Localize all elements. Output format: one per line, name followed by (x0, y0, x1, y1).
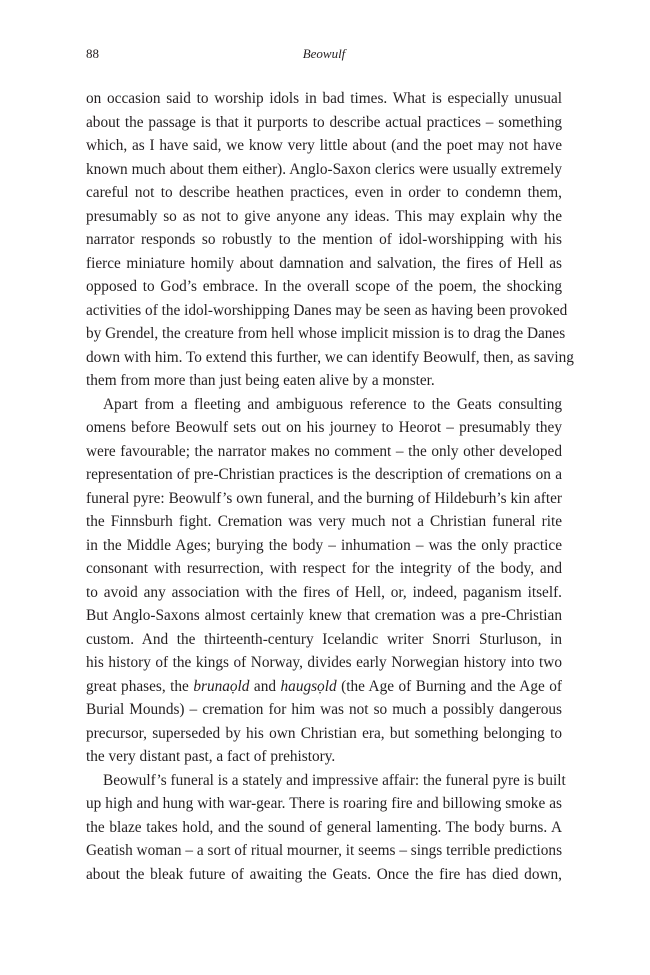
text-line: by Grendel, the creature from hell whose implicit mission is to drag the Danes (86, 325, 566, 342)
text-line: about the passage is that it purports to describe actual practices – something (86, 113, 562, 131)
text-line: about the bleak future of awaiting the Geats. Once the fire has died down, (86, 865, 562, 883)
text-line: Geatish woman – a sort of ritual mourner, it seems – sings terrible predictions (86, 842, 563, 859)
text-line: custom. And the thirteenth-century Icelandic writer Snorri Sturluson, in (86, 630, 562, 648)
italic-term-brunaold: brunaọld (193, 677, 250, 695)
text-line: consonant with resurrection, with respect for the integrity of the body, and (86, 560, 562, 577)
body-text (86, 87, 574, 886)
text-line: funeral pyre: Beowulf’s own funeral, and the burning of Hildeburh’s kin after (86, 489, 562, 507)
text-line: careful not to describe heathen practices, even in order to condemn them, (86, 184, 562, 201)
text-line: presumably so as not to give anyone any ideas. This may explain why the (86, 207, 562, 225)
text-line: But Anglo-Saxons almost certainly knew that cremation was a pre-Christian (86, 607, 562, 624)
text-line: the very distant past, a fact of prehistory. (86, 748, 336, 765)
text-line: in the Middle Ages; burying the body – inhumation – was the only practice (86, 536, 562, 554)
text-line: to avoid any association with the fires of Hell, or, indeed, paganism itself. (86, 583, 562, 601)
running-head: Beowulf (302, 46, 346, 61)
page-header (86, 46, 562, 64)
text-line: fierce miniature homily about damnation and salvation, the fires of Hell as (86, 254, 562, 272)
text-line: Burial Mounds) – cremation for him was not so much a possibly dangerous (86, 701, 562, 718)
text-segment: great phases, the (86, 677, 194, 695)
text-line: his history of the kings of Norway, divides early Norwegian history into two (86, 654, 562, 671)
text-line-with-italics (86, 675, 562, 699)
text-line: opposed to God’s embrace. In the overall scope of the poem, the shocking (86, 278, 562, 295)
text-line: representation of pre-Christian practices is the description of cremations on a (86, 466, 562, 483)
text-line: on occasion said to worship idols in bad times. What is especially unusual (86, 90, 562, 107)
text-line: narrator responds so robustly to the mention of idol-worshipping with his (86, 231, 562, 248)
text-line: the Finnsburh fight. Cremation was very much not a Christian funeral rite (86, 513, 562, 530)
page-number: 88 (86, 46, 99, 61)
text-segment: (the Age of Burning and the Age of (336, 677, 562, 695)
text-line: down with him. To extend this further, we can identify Beowulf, then, as saving (86, 348, 574, 366)
text-line: Apart from a fleeting and ambiguous reference to the Geats consulting (103, 395, 562, 413)
text-line: precursor, superseded by his own Christian era, but something belonging to (86, 724, 562, 742)
italic-term-haugsold: haugsọld (280, 677, 337, 695)
text-line: activities of the idol-worshipping Danes may be seen as having been provoked (86, 301, 568, 319)
text-line: omens before Beowulf sets out on his journey to Heorot – presumably they (86, 419, 562, 436)
text-line: Beowulf’s funeral is a stately and impressive affair: the funeral pyre is built (103, 771, 566, 789)
text-line: were favourable; the narrator makes no comment – the only other developed (86, 442, 562, 460)
text-line: them from more than just being eaten alive by a monster. (86, 372, 435, 389)
text-line: up high and hung with war-gear. There is roaring fire and billowing smoke as (86, 795, 562, 812)
text-line: which, as I have said, we know very little about (and the poet may not have (86, 137, 562, 154)
text-line: the blaze takes hold, and the sound of general lamenting. The body burns. A (86, 818, 562, 836)
text-line: known much about them either). Anglo-Saxon clerics were usually extremely (86, 160, 562, 178)
text-segment: and (249, 677, 281, 695)
